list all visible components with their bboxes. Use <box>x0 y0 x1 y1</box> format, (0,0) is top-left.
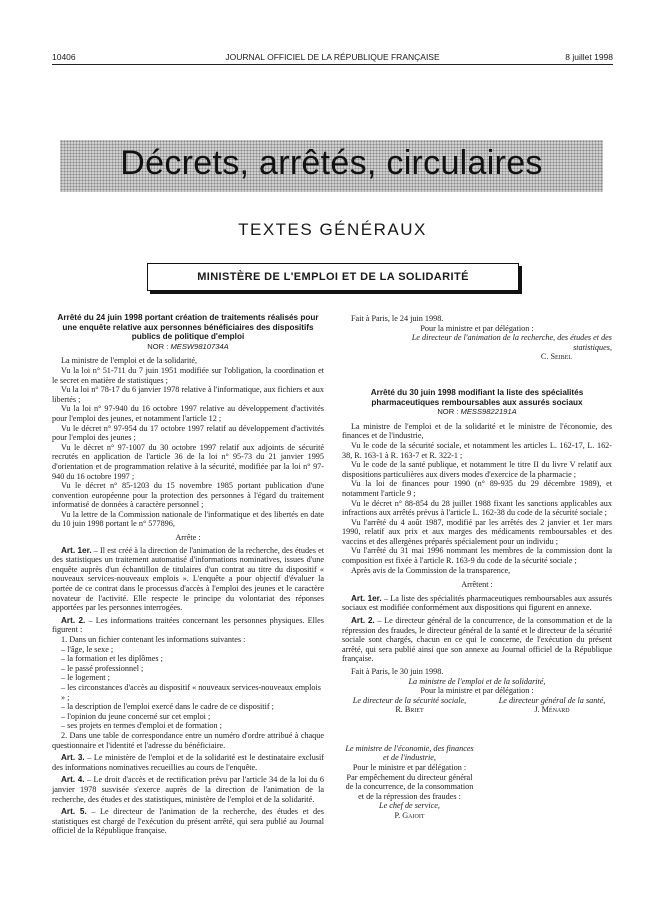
list-item: – le logement ; <box>61 673 110 683</box>
delegation-line: Pour la ministre et par délégation : <box>420 323 534 333</box>
list-item: – l'opinion du jeune concerné sur cet emploi ; <box>61 711 211 721</box>
left-column <box>52 313 324 836</box>
article-text: – Il est créé à la direction de l'animation de la recherche, des études et des statistiques un traitement automatisé d'informations nominatives, issues d'une enquête auprès d'un échantillon de titulaires d'un contrat au titre du dispositif « nouveaux services-nouveaux emplois ». L'enquête a pour objectif d'évaluer la portée de ce contrat dans le processus d'accès à l'emploi des jeunes et le caractère novateur de l'activité. Elle respecte le principe du volontariat des réponses apportées par les personnes interrogées. <box>52 545 324 613</box>
signature-place-date: Fait à Paris, le 24 juin 1998. <box>351 314 444 323</box>
signatory-title: Le directeur de la sécurité sociale, <box>352 695 467 705</box>
visa-line: Vu l'arrêté du 31 mai 1996 nommant les membres de la commission dont la composition est fixée à l'article R. 163-9 du code de la sécurité sociale ; <box>342 546 612 566</box>
decree-title: Arrêté du 30 juin 1998 modifiant la liste des spécialités pharmaceutiques remboursables aux assurés sociaux <box>370 387 584 407</box>
list-item: – l'âge, le sexe ; <box>61 644 114 654</box>
list-item: – la description de l'emploi exercé dans le cadre de ce dispositif ; <box>61 702 274 712</box>
article-4 <box>52 775 324 804</box>
visa-line: La ministre de l'emploi et de la solidarité et le ministre de l'économie, des finances et de l'industrie, <box>342 421 612 441</box>
article-text: – Les informations traitées concernant les personnes physiques. Elles figurent : <box>52 615 324 635</box>
nor-line: NOR : MESW9810734A <box>147 341 229 351</box>
visa-line: Vu le décret n° 85-1203 du 15 novembre 1985 portant publication d'une convention européenne pour la protection des personnes à l'égard du traitement informatisé de données à caractère personnel ; <box>52 481 324 510</box>
signatory-name: J. Ménard <box>534 705 570 715</box>
delegation-line: Pour le ministre et par délégation : <box>352 762 467 772</box>
list-outro: 2. Dans une table de correspondance entre un numéro d'ordre attribué à chaque questionnaire et l'identité et l'adresse du bénéficiaire. <box>52 730 324 750</box>
visa-line: Vu le décret n° 97-954 du 17 octobre 1997 relatif au développement d'activités pour l'emploi des jeunes ; <box>52 423 324 443</box>
signatory-title: Le chef de service, <box>379 801 440 811</box>
signatory-name: C. Seibel <box>540 352 572 362</box>
visa-line: Vu la loi n° 51-711 du 7 juin 1951 modifiée sur l'obligation, la coordination et le secret en matière de statistiques ; <box>52 365 324 385</box>
list-item: – la formation et les diplômes ; <box>61 654 163 664</box>
nor-code: MESS9822191A <box>460 407 517 417</box>
article-text: – La liste des spécialités pharmaceutiques remboursables aux assurés sociaux est modifiée conformément aux dispositions qui figurent en annexe. <box>342 593 612 613</box>
article-1 <box>342 594 612 613</box>
header-rule <box>52 64 613 65</box>
right-column <box>342 314 612 821</box>
page-number: 10406 <box>52 52 76 62</box>
visa-line: Vu le code de la sécurité sociale, et notamment les articles L. 162-17, L. 162-38, R. 163-1 à R. 163-7 et R. 322-1 ; <box>342 440 612 460</box>
article-label: Art. 2. <box>61 615 86 625</box>
signatory-name: P. Gaioit <box>394 810 425 820</box>
journal-name: JOURNAL OFFICIEL DE LA RÉPUBLIQUE FRANÇAISE <box>225 52 440 62</box>
article-label: Art. 1er. <box>351 593 382 603</box>
list-item: – le passé professionnel ; <box>61 663 144 673</box>
page-header <box>52 52 613 64</box>
minister-line: Le ministre de l'économie, des finances et de l'industrie, <box>345 743 474 763</box>
article-label: Art. 4. <box>61 775 85 785</box>
article-label: Art. 1er. <box>61 545 92 555</box>
nor-line: NOR : MESS9822191A <box>437 407 517 417</box>
article-label: Art. 3. <box>61 753 85 763</box>
article-label: Art. 2. <box>351 616 375 626</box>
banner-title: Décrets, arrêtés, circulaires <box>120 144 543 182</box>
visa-line: Vu l'arrêté du 4 août 1987, modifié par les arrêtés des 2 janvier et 1er mars 1990, relatif aux prix et aux marges des médicaments remboursables et des vaccins et des allergènes préparés spécialement pour un individu ; <box>342 517 612 546</box>
economy-signature <box>342 744 477 821</box>
list-item: – les circonstances d'accès au dispositif « nouveaux services-nouveaux emplois » ; <box>61 682 321 702</box>
ministry-title: MINISTÈRE DE L'EMPLOI ET DE LA SOLIDARITÉ <box>197 271 469 283</box>
article-2 <box>342 616 612 664</box>
list-intro: 1. Dans un fichier contenant les informations suivantes : <box>61 635 246 644</box>
visa-line: Vu la loi n° 97-940 du 16 octobre 1997 relative au développement d'activités pour l'emploi des jeunes, et notamment l'article 12 ; <box>52 404 324 423</box>
article-text: – Le directeur de l'animation de la recherche, des études et des statistiques est chargé de l'exécution du présent arrêté, qui sera publié au Journal officiel de la République française. <box>52 807 324 836</box>
signatory-title: Le directeur général de la santé, <box>498 695 606 705</box>
delegation-line: Pour la ministre et par délégation : <box>420 686 534 696</box>
list-item: – ses projets en termes d'emploi et de formation ; <box>61 721 222 731</box>
signatory-name: R. Briet <box>395 705 424 715</box>
article-5 <box>52 807 324 836</box>
visa-line: Vu le décret n° 88-854 du 28 juillet 1988 fixant les sanctions applicables aux infractions aux arrêtés prévus à l'article L. 162-38 du code de la sécurité sociale ; <box>342 498 612 518</box>
signatory-a <box>342 696 477 715</box>
article-text: – Le droit d'accès et de rectification prévu par l'article 34 de la loi du 6 janvier 1978 susvisée s'exerce auprès de la direction de l'animation de la recherche, des études et des statistiques, ministère de l'emploi et de la solidarité. <box>52 775 324 804</box>
visa-line: Vu la lettre de la Commission nationale de l'informatique et des libertés en date du 10 juin 1998 portant le n° 577896, <box>52 509 324 529</box>
arretent-heading: Arrêtent : <box>461 580 493 590</box>
section-title: TEXTES GÉNÉRAUX <box>238 220 427 239</box>
article-1 <box>52 546 324 613</box>
decree-title: Arrêté du 24 juin 1998 portant création de traitements réalisés pour une enquête relative aux personnes bénéficiaires des dispositifs publics de politique d'emploi <box>57 313 319 342</box>
visa-line: Vu le code de la santé publique, et notamment le titre II du livre V relatif aux dispositions particulières aux divers modes d'exercice de la pharmacie ; <box>342 460 612 479</box>
minister-line: La ministre de l'emploi et de la solidarité, <box>408 676 546 686</box>
visa-line: Après avis de la Commission de la transparence, <box>351 565 511 575</box>
visa-line: Vu la loi n° 78-17 du 6 janvier 1978 relative à l'informatique, aux fichiers et aux libertés ; <box>52 385 324 404</box>
article-label: Art. 5. <box>61 807 87 817</box>
impediment-line: Par empêchement du directeur général de la concurrence, de la consommation et de la répression des fraudes : <box>345 772 474 801</box>
article-text: – Le ministère de l'emploi et de la solidarité est le destinataire exclusif des informations nominatives recueillies au cours de l'enquête. <box>52 753 324 772</box>
visa-line: Vu la loi de finances pour 1990 (n° 89-935 du 29 décembre 1989), et notamment l'article 9 ; <box>342 479 612 498</box>
signature-block <box>342 696 612 744</box>
article-text: – Le directeur général de la concurrence, de la consommation et de la répression des fraudes, le directeur général de la santé et le directeur de la sécurité sociale sont chargés, chacun en ce qui le concerne, de l'exécution du présent arrêté, qui sera publié ainsi que son annexe au Journal officiel de la République française. <box>342 616 612 664</box>
article-3 <box>52 753 324 772</box>
ministry-box <box>147 263 519 291</box>
signatory-b <box>492 696 612 715</box>
visa-line: La ministre de l'emploi et de la solidarité, <box>61 356 198 366</box>
nor-code: MESW9810734A <box>170 341 229 351</box>
issue-date: 8 juillet 1998 <box>565 52 613 62</box>
signatory-title: Le directeur de l'animation de la recherche, des études et des statistiques, <box>411 333 612 352</box>
arrete-heading: Arrête : <box>175 533 201 543</box>
article-2 <box>52 616 324 635</box>
signature-place-date: Fait à Paris, le 30 juin 1998. <box>351 667 444 676</box>
visa-line: Vu le décret n° 97-1007 du 30 octobre 1997 relatif aux adjoints de sécurité recrutés en application de l'article 36 de la loi n° 95-73 du 21 janvier 1995 d'orientation et de programmation relative à la sécurité, modifiée par la loi n° 97-940 du 16 octobre 1997 ; <box>52 442 324 481</box>
